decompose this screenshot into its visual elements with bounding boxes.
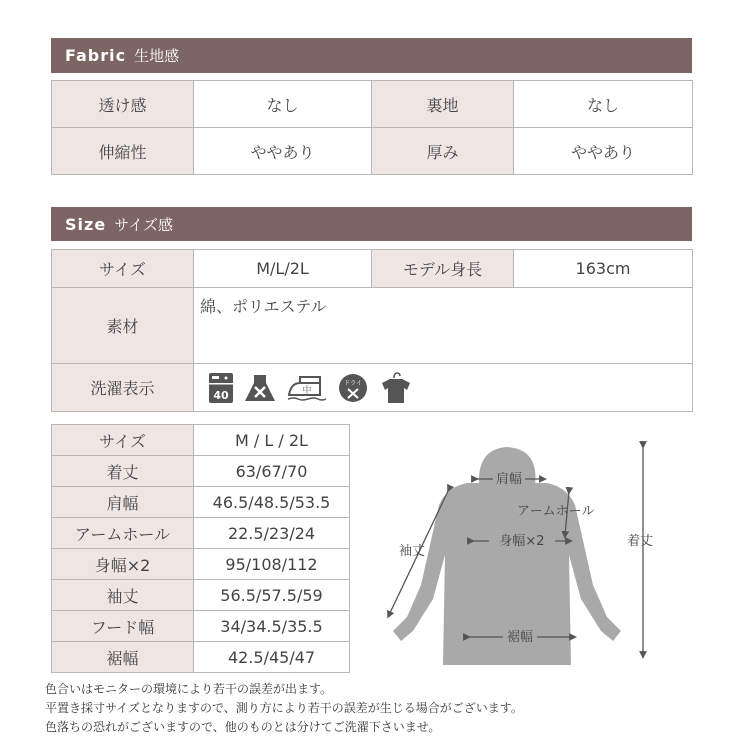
note-line: 色落ちの恐れがございますので、他のものとは分けてご洗濯下さいませ。 (45, 720, 441, 734)
fabric-value: なし (194, 81, 372, 128)
sleeve-label: 袖丈 (399, 544, 426, 559)
table-row (52, 518, 350, 549)
table-row (52, 580, 350, 611)
size-title-en: Size (65, 214, 107, 234)
notes (45, 680, 523, 737)
measurement-table (51, 424, 350, 673)
armhole-label: アームホール (517, 504, 595, 519)
note-line: 平置き採寸サイズとなりますので、測り方により若干の誤差が生じる場合がございます。 (45, 701, 523, 715)
length-label: 着丈 (627, 534, 654, 549)
no-bleach-icon (243, 373, 277, 403)
measure-label: 着丈 (52, 456, 194, 487)
measure-label: 肩幅 (52, 487, 194, 518)
fabric-header (51, 38, 692, 73)
wash-40-icon (208, 372, 234, 404)
table-row (52, 81, 693, 128)
measure-label: フード幅 (52, 611, 194, 642)
measure-label: 袖丈 (52, 580, 194, 611)
size-title-ja: サイズ感 (114, 215, 173, 234)
table-row (52, 250, 693, 288)
measure-label: サイズ (52, 425, 194, 456)
table-row (52, 364, 693, 412)
table-row (52, 642, 350, 673)
fabric-label: 厚み (372, 128, 514, 175)
measure-value: 22.5/23/24 (194, 518, 350, 549)
measure-value: 56.5/57.5/59 (194, 580, 350, 611)
dry-text: ドライ (344, 379, 362, 387)
care-icons-cell (194, 364, 693, 412)
fabric-value: ややあり (194, 128, 372, 175)
note-line: 色合いはモニターの環境により若干の誤差が出ます。 (45, 682, 333, 696)
measure-value: 95/108/112 (194, 549, 350, 580)
measure-value: M / L / 2L (194, 425, 350, 456)
fabric-title-en: Fabric (65, 46, 127, 65)
table-row (52, 456, 350, 487)
fabric-value: なし (514, 81, 693, 128)
garment-measurement-figure (375, 435, 675, 685)
measure-label: 身幅×2 (52, 549, 194, 580)
measure-label: アームホール (52, 518, 194, 549)
size-value: M/L/2L (194, 250, 372, 288)
measure-value: 46.5/48.5/53.5 (194, 487, 350, 518)
body-width-label: 身幅×2 (499, 534, 545, 549)
fabric-label: 透け感 (52, 81, 194, 128)
shoulder-label: 肩幅 (495, 472, 523, 487)
care-label: 洗濯表示 (52, 364, 194, 412)
table-row (52, 288, 693, 364)
hang-dry-icon (378, 371, 414, 405)
table-row (52, 425, 350, 456)
size-label: サイズ (52, 250, 194, 288)
measure-value: 42.5/45/47 (194, 642, 350, 673)
fabric-table (51, 80, 693, 175)
table-row (52, 549, 350, 580)
fabric-value: ややあり (514, 128, 693, 175)
model-height-label: モデル身長 (372, 250, 514, 288)
model-height-value: 163cm (514, 250, 693, 288)
hem-label: 裾幅 (506, 630, 534, 645)
table-row (52, 487, 350, 518)
no-dry-clean-icon (337, 372, 369, 404)
fabric-label: 裏地 (372, 81, 514, 128)
wash-temp-text: 40 (213, 388, 229, 402)
size-header (51, 207, 692, 241)
fabric-title-ja: 生地感 (134, 47, 180, 65)
material-label: 素材 (52, 288, 194, 364)
size-info-table (51, 249, 693, 412)
fabric-label: 伸縮性 (52, 128, 194, 175)
table-row (52, 128, 693, 175)
iron-text: 中 (302, 385, 312, 396)
material-value: 綿、ポリエステル (194, 288, 693, 364)
measure-label: 裾幅 (52, 642, 194, 673)
table-row (52, 611, 350, 642)
measure-value: 63/67/70 (194, 456, 350, 487)
measure-value: 34/34.5/35.5 (194, 611, 350, 642)
iron-medium-icon (286, 373, 328, 403)
